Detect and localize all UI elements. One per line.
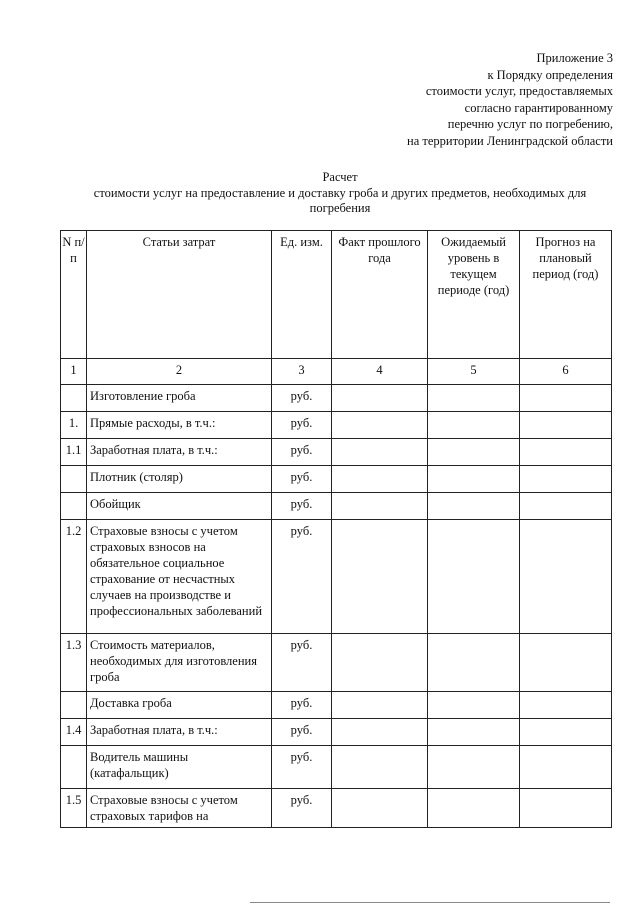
row-value-cell xyxy=(428,746,520,789)
row-value-cell xyxy=(428,520,520,634)
row-value-cell xyxy=(520,439,612,466)
row-value-cell xyxy=(332,719,428,746)
row-item: Страховые взносы с учетом страховых тарифов на xyxy=(87,789,272,828)
row-value-cell xyxy=(520,719,612,746)
column-number: 5 xyxy=(428,359,520,385)
row-value-cell xyxy=(428,439,520,466)
row-value-cell xyxy=(332,634,428,692)
table-row xyxy=(61,412,612,439)
row-item: Заработная плата, в т.ч.: xyxy=(87,439,272,466)
row-value-cell xyxy=(332,412,428,439)
table-row xyxy=(61,634,612,692)
row-unit: руб. xyxy=(272,692,332,719)
title-line: стоимости услуг на предоставление и доставку гроба и других предметов, необходимых для xyxy=(93,185,587,200)
row-value-cell xyxy=(520,520,612,634)
column-number: 2 xyxy=(87,359,272,385)
column-number: 1 xyxy=(61,359,87,385)
row-value-cell xyxy=(428,385,520,412)
row-value-cell xyxy=(520,789,612,828)
row-unit: руб. xyxy=(272,746,332,789)
row-value-cell xyxy=(520,385,612,412)
scan-edge-line xyxy=(250,902,610,903)
row-item: Водитель машины (катафальщик) xyxy=(87,746,272,789)
row-number: 1. xyxy=(61,412,87,439)
row-value-cell xyxy=(520,746,612,789)
column-number: 3 xyxy=(272,359,332,385)
row-value-cell xyxy=(332,692,428,719)
header-cell: Прогноз на плановый период (год) xyxy=(520,231,612,359)
row-item: Доставка гроба xyxy=(87,692,272,719)
appendix-block xyxy=(407,50,613,150)
row-value-cell xyxy=(428,412,520,439)
row-value-cell xyxy=(428,466,520,493)
table-row xyxy=(61,493,612,520)
table-row xyxy=(61,789,612,828)
row-item: Плотник (столяр) xyxy=(87,466,272,493)
table-header-row xyxy=(61,231,612,359)
row-value-cell xyxy=(428,692,520,719)
row-number: 1.2 xyxy=(61,520,87,634)
row-unit: руб. xyxy=(272,493,332,520)
appendix-line: Приложение 3 xyxy=(536,51,613,65)
row-value-cell xyxy=(332,439,428,466)
appendix-line: согласно гарантированному xyxy=(464,100,613,115)
header-cell: Ожидаемый уровень в текущем периоде (год) xyxy=(428,231,520,359)
row-item: Заработная плата, в т.ч.: xyxy=(87,719,272,746)
row-value-cell xyxy=(332,520,428,634)
row-value-cell xyxy=(428,719,520,746)
row-unit: руб. xyxy=(272,439,332,466)
row-value-cell xyxy=(428,493,520,520)
row-value-cell xyxy=(332,385,428,412)
table-row xyxy=(61,692,612,719)
row-value-cell xyxy=(428,634,520,692)
row-unit: руб. xyxy=(272,634,332,692)
header-cell: Факт прошлого года xyxy=(332,231,428,359)
document-title xyxy=(60,170,620,217)
row-value-cell xyxy=(520,634,612,692)
cost-calculation-table xyxy=(60,230,612,828)
row-number: 1.1 xyxy=(61,439,87,466)
column-number-row xyxy=(61,359,612,385)
table-row xyxy=(61,385,612,412)
appendix-line: перечню услуг по погребению, xyxy=(447,117,613,132)
row-value-cell xyxy=(428,789,520,828)
row-number xyxy=(61,385,87,412)
row-value-cell xyxy=(332,789,428,828)
row-value-cell xyxy=(332,746,428,789)
row-value-cell xyxy=(520,466,612,493)
table-row xyxy=(61,439,612,466)
header-cell: N п/п xyxy=(61,231,87,359)
row-number: 1.4 xyxy=(61,719,87,746)
table-row xyxy=(61,520,612,634)
row-value-cell xyxy=(520,412,612,439)
row-unit: руб. xyxy=(272,466,332,493)
title-line: Расчет xyxy=(322,170,358,184)
column-number: 6 xyxy=(520,359,612,385)
row-item: Стоимость материалов, необходимых для изготовления гроба xyxy=(87,634,272,692)
row-number: 1.3 xyxy=(61,634,87,692)
header-cell: Статьи затрат xyxy=(87,231,272,359)
row-item: Прямые расходы, в т.ч.: xyxy=(87,412,272,439)
header-cell: Ед. изм. xyxy=(272,231,332,359)
row-value-cell xyxy=(332,493,428,520)
row-item: Обойщик xyxy=(87,493,272,520)
row-number xyxy=(61,466,87,493)
row-unit: руб. xyxy=(272,789,332,828)
row-unit: руб. xyxy=(272,520,332,634)
table-row xyxy=(61,466,612,493)
appendix-line: стоимости услуг, предоставляемых xyxy=(425,84,613,99)
row-number: 1.5 xyxy=(61,789,87,828)
row-value-cell xyxy=(520,493,612,520)
appendix-line: к Порядку определения xyxy=(487,67,613,82)
row-unit: руб. xyxy=(272,719,332,746)
title-line: погребения xyxy=(309,201,371,215)
row-value-cell xyxy=(520,692,612,719)
row-item: Изготовление гроба xyxy=(87,385,272,412)
row-number xyxy=(61,692,87,719)
row-number xyxy=(61,493,87,520)
row-item: Страховые взносы с учетом страховых взносов на обязательное социальное страхование от несчастных случаев на производстве и профессиональных заболеваний xyxy=(87,520,272,634)
table-row xyxy=(61,719,612,746)
row-number xyxy=(61,746,87,789)
row-unit: руб. xyxy=(272,412,332,439)
row-value-cell xyxy=(332,466,428,493)
table-row xyxy=(61,746,612,789)
column-number: 4 xyxy=(332,359,428,385)
appendix-line: на территории Ленинградской области xyxy=(407,133,613,148)
row-unit: руб. xyxy=(272,385,332,412)
